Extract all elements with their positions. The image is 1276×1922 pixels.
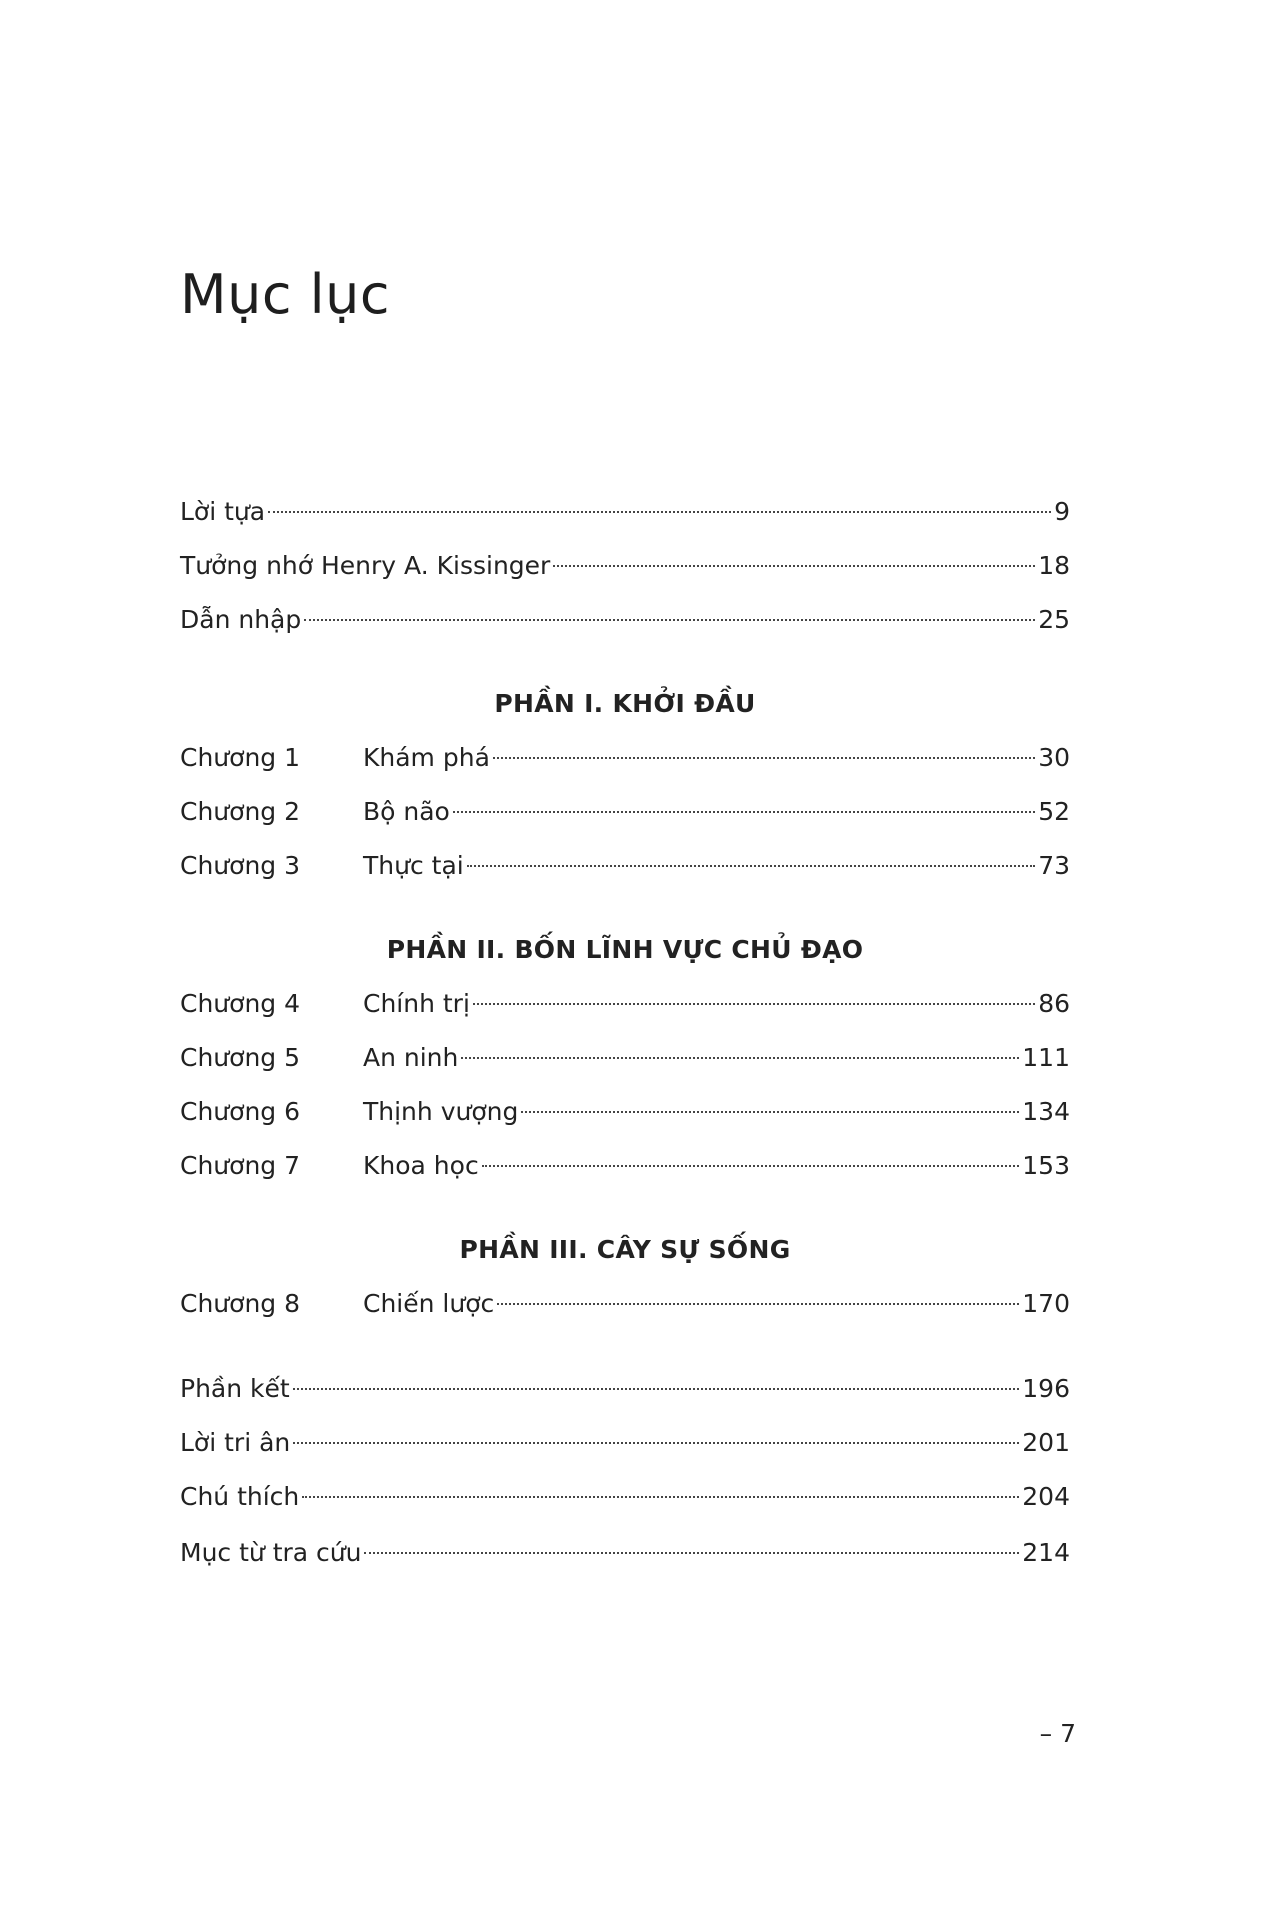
- part-heading: PHẦN III. CÂY SỰ SỐNG: [459, 1235, 791, 1264]
- toc-entry-tribute[interactable]: [180, 548, 1070, 584]
- dot-leader: [467, 865, 1035, 867]
- page-number: 153: [1022, 1151, 1070, 1180]
- entry-title: Phần kết: [180, 1374, 290, 1403]
- dot-leader: [268, 511, 1051, 513]
- part-heading: PHẦN II. BỐN LĨNH VỰC CHỦ ĐẠO: [386, 935, 864, 964]
- toc-entry-chapter-3[interactable]: [180, 848, 1070, 884]
- chapter-label: Chương 2: [180, 797, 301, 826]
- page-number: 25: [1038, 605, 1070, 634]
- toc-entry-notes[interactable]: [180, 1479, 1070, 1515]
- dot-leader: [453, 811, 1035, 813]
- dot-leader: [553, 565, 1035, 567]
- dot-leader: [497, 1303, 1019, 1305]
- entry-title: Thực tại: [363, 851, 464, 880]
- entry-title: Dẫn nhập: [180, 605, 302, 634]
- page-number: 201: [1022, 1428, 1070, 1457]
- page-number: 134: [1022, 1097, 1070, 1126]
- entry-title: Tưởng nhớ Henry A. Kissinger: [180, 551, 551, 580]
- dot-leader: [304, 619, 1035, 621]
- toc-entry-chapter-4[interactable]: [180, 986, 1070, 1022]
- page-number: 204: [1022, 1482, 1070, 1511]
- page-number: 111: [1022, 1043, 1070, 1072]
- toc-entry-acknowledgements[interactable]: [180, 1425, 1070, 1461]
- toc-entry-chapter-1[interactable]: [180, 740, 1070, 776]
- toc-entry-chapter-5[interactable]: [180, 1040, 1070, 1076]
- entry-title: Khám phá: [363, 743, 490, 772]
- chapter-label: Chương 4: [180, 989, 301, 1018]
- page-title: Mục lục: [180, 263, 391, 327]
- entry-title: Thịnh vượng: [363, 1097, 519, 1126]
- chapter-label: Chương 7: [180, 1151, 301, 1180]
- toc-entry-chapter-8[interactable]: [180, 1286, 1070, 1322]
- entry-title: Bộ não: [363, 797, 450, 826]
- chapter-label: Chương 5: [180, 1043, 301, 1072]
- entry-title: Chú thích: [180, 1482, 300, 1511]
- entry-title: Chiến lược: [363, 1289, 495, 1318]
- dot-leader: [302, 1496, 1019, 1498]
- dot-leader: [521, 1111, 1019, 1113]
- entry-title: An ninh: [363, 1043, 459, 1072]
- page-folio: – 7: [1039, 1719, 1076, 1748]
- page-number: 73: [1038, 851, 1070, 880]
- page-number: 9: [1054, 497, 1070, 526]
- dot-leader: [493, 757, 1035, 759]
- entry-title: Lời tựa: [180, 497, 266, 526]
- entry-title: Mục từ tra cứu: [180, 1538, 362, 1567]
- page-number: 196: [1022, 1374, 1070, 1403]
- toc-entry-index[interactable]: [180, 1535, 1070, 1571]
- chapter-label: Chương 6: [180, 1097, 301, 1126]
- page-number: 52: [1038, 797, 1070, 826]
- page-number: 86: [1038, 989, 1070, 1018]
- dot-leader: [364, 1552, 1019, 1554]
- entry-title: Khoa học: [363, 1151, 479, 1180]
- dot-leader: [473, 1003, 1035, 1005]
- toc-entry-chapter-6[interactable]: [180, 1094, 1070, 1130]
- chapter-label: Chương 3: [180, 851, 301, 880]
- toc-entry-epilogue[interactable]: [180, 1371, 1070, 1407]
- toc-entry-preface[interactable]: [180, 494, 1070, 530]
- page-number: 170: [1022, 1289, 1070, 1318]
- entry-title: Chính trị: [363, 989, 470, 1018]
- toc-entry-introduction[interactable]: [180, 602, 1070, 638]
- dot-leader: [461, 1057, 1019, 1059]
- dot-leader: [293, 1388, 1020, 1390]
- toc-entry-chapter-7[interactable]: [180, 1148, 1070, 1184]
- dot-leader: [293, 1442, 1019, 1444]
- entry-title: Lời tri ân: [180, 1428, 291, 1457]
- dot-leader: [482, 1165, 1020, 1167]
- chapter-label: Chương 8: [180, 1289, 301, 1318]
- page-number: 214: [1022, 1538, 1070, 1567]
- chapter-label: Chương 1: [180, 743, 301, 772]
- page-number: 18: [1038, 551, 1070, 580]
- toc-entry-chapter-2[interactable]: [180, 794, 1070, 830]
- page-number: 30: [1038, 743, 1070, 772]
- part-heading: PHẦN I. KHỞI ĐẦU: [494, 689, 756, 718]
